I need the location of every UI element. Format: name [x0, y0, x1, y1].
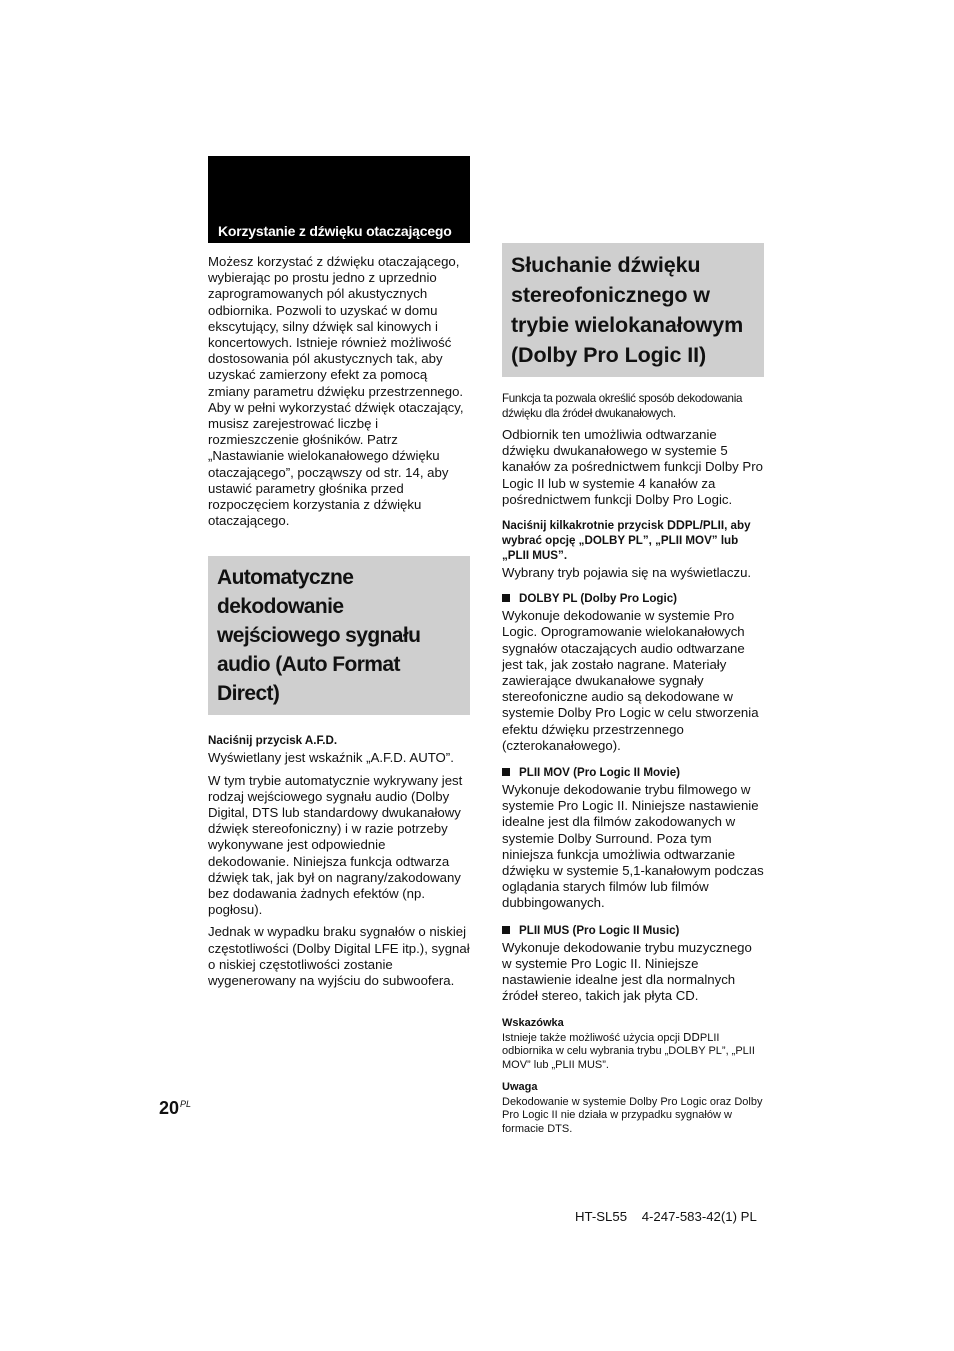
page-suffix: PL — [180, 1099, 192, 1109]
section-header-afd — [208, 556, 470, 715]
mode-text-dolby-pl: Wykonuje dekodowanie w systemie Pro Logic. Oprogramowanie wielokanałowych sygnałów otaczających audio odtwarzane jest tak, jak zostało nagrane. Materiały zawierające dwukanałowe sygnały stereofoniczne audio są dekodowane w systemie Dolby Pro Logic w celu stworzenia efektu dźwięku przestrzennego (czterokanałowego). — [502, 608, 759, 753]
section-header-prologic — [502, 243, 764, 377]
section-title-prologic: Słuchanie dźwięku stereofonicznego w trybie wielokanałowym (Dolby Pro Logic II) — [511, 253, 744, 367]
step-label-prologic: Naciśnij kilkakrotnie przycisk ⅮⅮPL/PLII, aby wybrać opcję „DOLBY PL”, „PLII MOV” lub „PLII MUS”. — [502, 519, 751, 563]
mode-text-plii-mov: Wykonuje dekodowanie trybu filmowego w systemie Pro Logic II. Niniejsze nastawienie idealne jest dla filmów zakodowanych w systemie Dolby Surround. Poza tym niniejsza funkcja umożliwia odtwarzanie dźwięku w systemie 5,1-kanałowym podczas oglądania starych filmów lub filmów dubbingowanych. — [502, 782, 764, 911]
right-column — [502, 243, 764, 1136]
step-result-afd: Wyświetlany jest wskaźnik „A.F.D. AUTO”. — [208, 750, 454, 766]
mode-label-plii-mus: PLII MUS (Pro Logic II Music) — [502, 923, 764, 938]
square-bullet-icon — [502, 768, 510, 776]
mode-label-plii-mov: PLII MOV (Pro Logic II Movie) — [502, 765, 764, 780]
mode-text-plii-mus: Wykonuje dekodowanie trybu muzycznego w systemie Pro Logic II. Niniejsze nastawienie idealne jest dla normalnych źródeł stereo, takich jak płyta CD. — [502, 939, 752, 1004]
section-title-afd: Automatyczne dekodowanie wejściowego sygnału audio (Auto Format Direct) — [217, 566, 421, 706]
note-text: Dekodowanie w systemie Dolby Pro Logic oraz Dolby Pro Logic II nie działa w przypadku sygnałów w formacie DTS. — [502, 1095, 763, 1135]
square-bullet-icon — [502, 594, 510, 602]
tip-text: Istnieje także możliwość użycia opcji ⅮⅮPLII odbiornika w celu wybrania trybu „DOLBY PL”, „PLII MOV” lub „PLII MUS”. — [502, 1031, 755, 1071]
afd-paragraph-2: Jednak w wypadku braku sygnałów o niskiej częstotliwości (Dolby Digital LFE itp.), sygnał o niskiej częstotliwości zostanie wygenerowany na wyjściu do subwoofera. — [208, 924, 470, 989]
mode-label-dolby-pl: DOLBY PL (Dolby Pro Logic) — [502, 591, 764, 606]
afd-paragraph-1: W tym trybie automatycznie wykrywany jest rodzaj wejściowego sygnału audio (Dolby Digital, DTS lub standardowy dwukanałowy dźwięk stereofoniczny) i w razie potrzeby wykonywane jest odpowiednie dekodowanie. Niniejsza funkcja odtwarza dźwięk tak, jak był on nagrany/zakodowany bez dodawania żadnych efektów (np. pogłosu). — [208, 772, 463, 918]
step-result-prologic: Wybrany tryb pojawia się na wyświetlaczu. — [502, 565, 752, 581]
intro-paragraph-2: Aby w pełni wykorzystać dźwięk otaczający, musisz zarejestrować liczbę i rozmieszczenie głośników. Patrz „Nastawianie wielokanałowego dźwięku otaczającego”, począwszy od str. 14, aby ustawić parametry głośnika przed rozpoczęciem korzystania z dźwięku otaczającego. — [208, 399, 464, 529]
intro-paragraph-1: Możesz korzystać z dźwięku otaczającego, wybierając po prostu jedno z uprzednio zaprogramowanych pól akustycznych odbiornika. Pozwoli to uzyskać w domu ekscytujący, silny dźwięk sal kinowych i koncertowych. Istnieje również możliwość dostosowania pól akustycznych tak, aby uzyskać zamierzony efekt za pomocą zmiany parametru dźwięku przestrzennego. — [208, 254, 464, 399]
left-column — [208, 156, 470, 989]
chapter-header-title: Korzystanie z dźwięku otaczającego — [218, 223, 452, 239]
footer-model-code: HT-SL55 4-247-583-42(1) PL — [575, 1209, 757, 1224]
note-label: Uwaga — [502, 1081, 538, 1094]
prologic-intro: Odbiornik ten umożliwia odtwarzanie dźwięku dwukanałowego w systemie 5 kanałów za pośrednictwem funkcji Dolby Pro Logic II lub w systemie 4 kanałów za pośrednictwem funkcji Dolby Pro Logic. — [502, 427, 763, 507]
square-bullet-icon — [502, 926, 510, 934]
page-number: $20^{PL}$ — [159, 1098, 192, 1118]
prologic-subtitle: Funkcja ta pozwala określić sposób dekodowania dźwięku dla źródeł dwukanałowych. — [502, 392, 743, 420]
tip-label: Wskazówka — [502, 1017, 564, 1030]
chapter-header-box — [208, 156, 470, 243]
step-label-afd: Naciśnij przycisk A.F.D. — [208, 734, 338, 748]
